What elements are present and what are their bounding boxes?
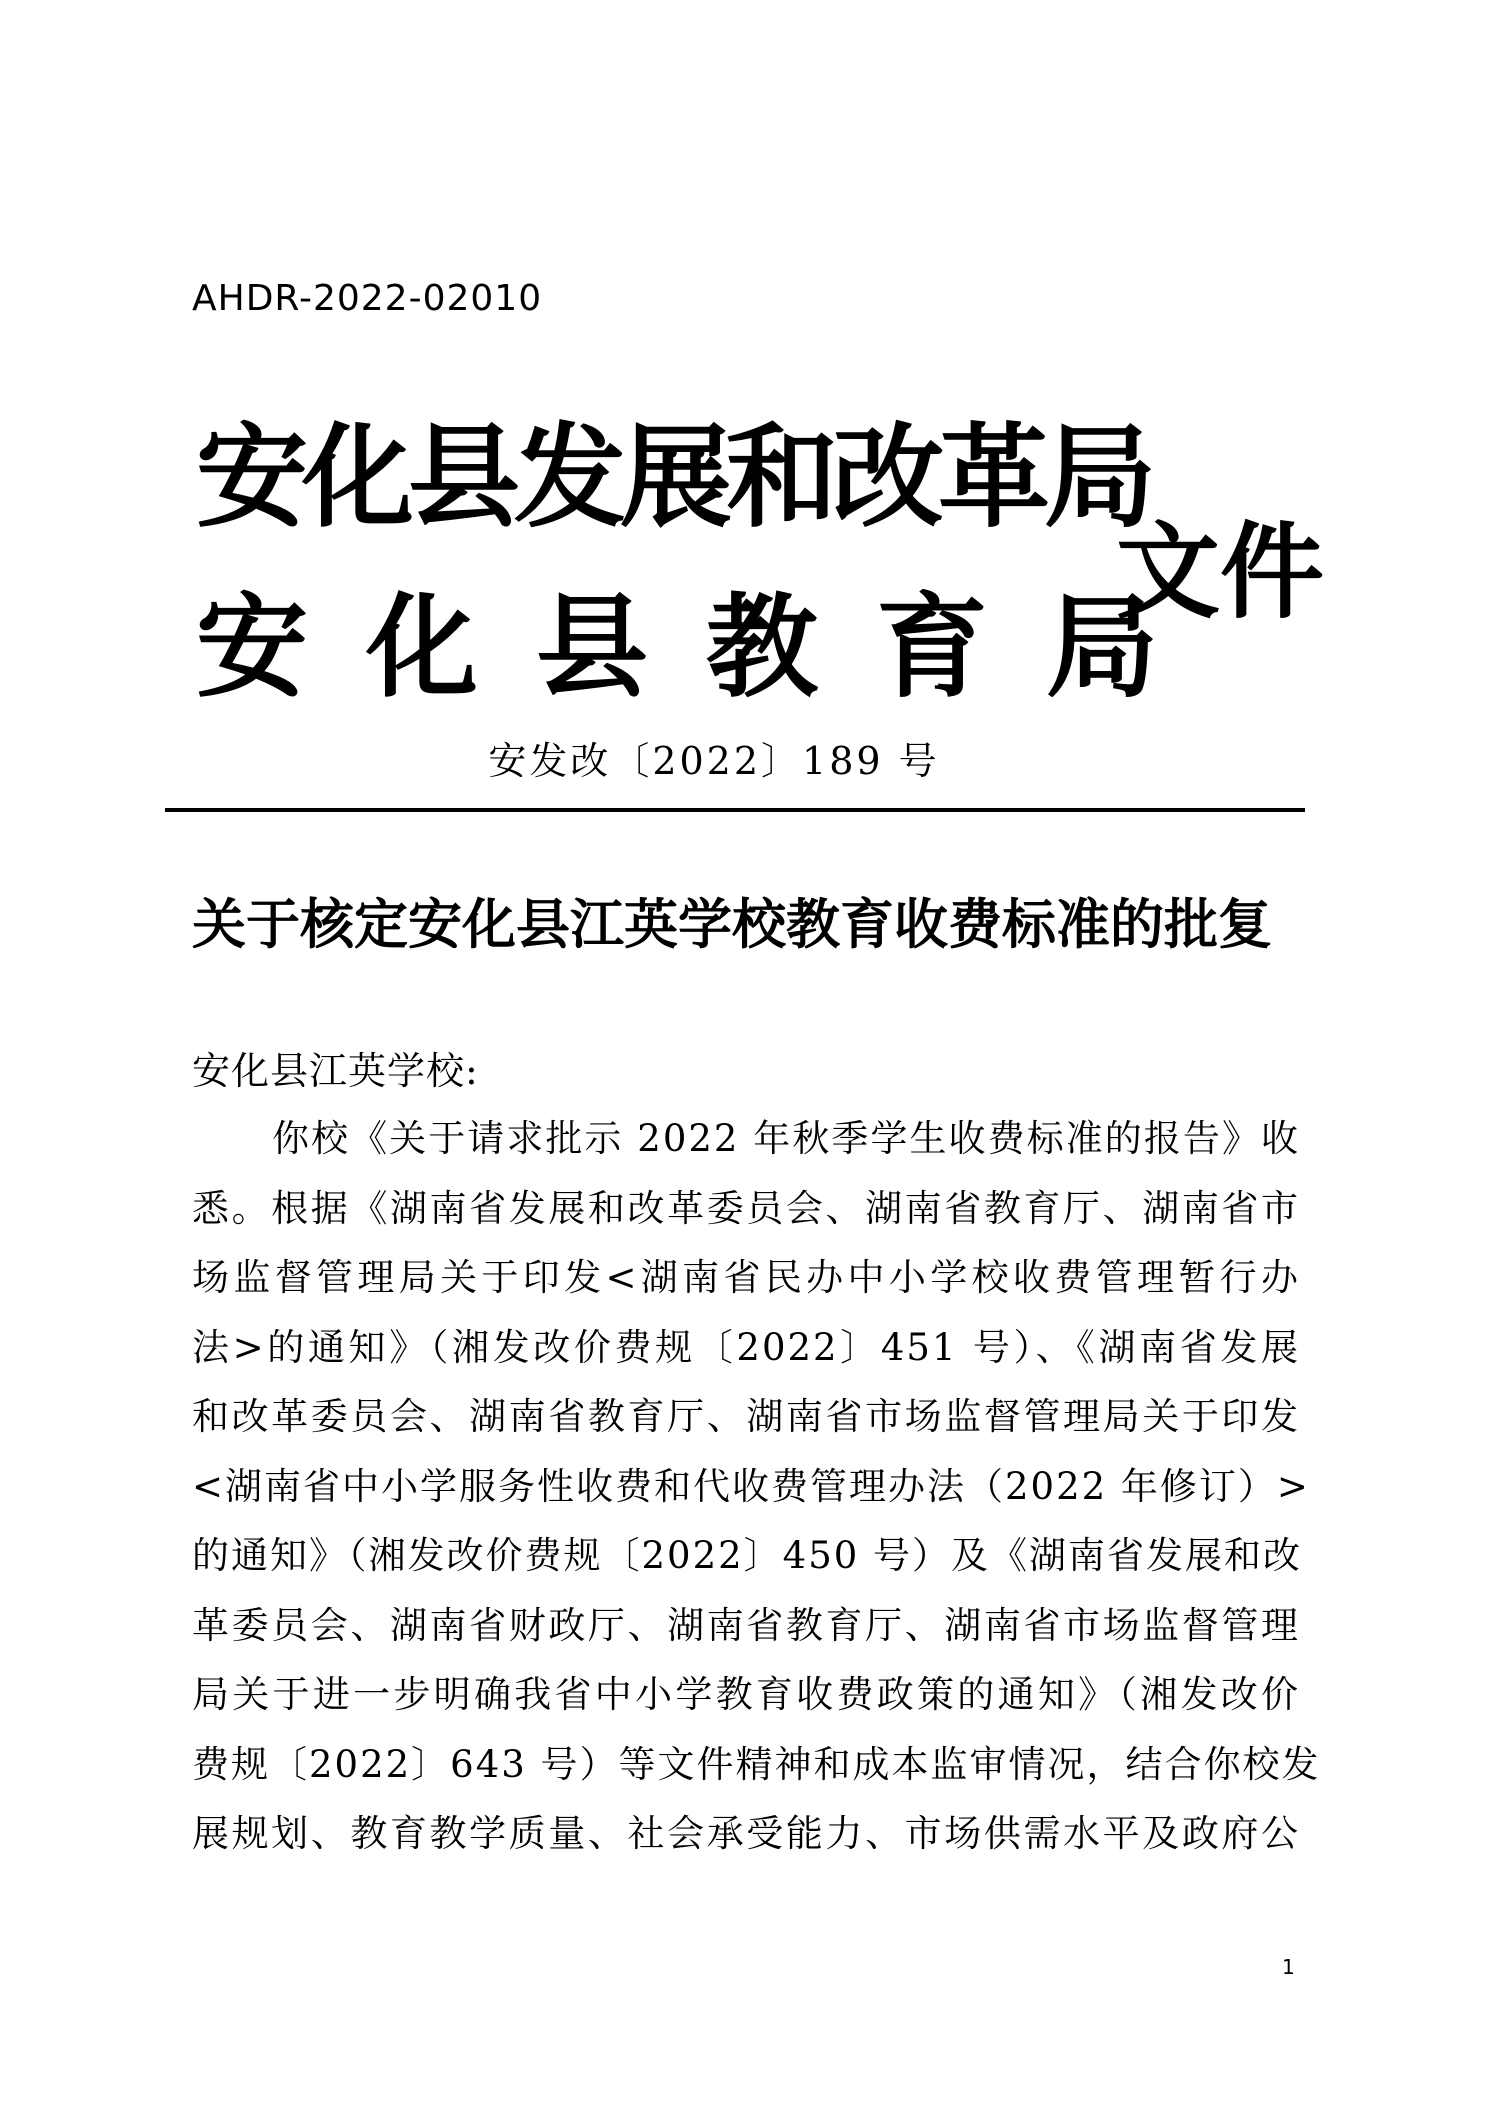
body-text [192, 1104, 1321, 1869]
body-line: 和改革委员会、湖南省教育厅、湖南省市场监督管理局关于印发 [192, 1395, 1300, 1438]
body-line: 展规划、教育教学质量、社会承受能力、市场供需水平及政府公 [192, 1812, 1300, 1855]
document-code: AHDR-2022-02010 [192, 278, 543, 319]
body-line: 的通知》（湘发改价费规〔2022〕450 号）及《湖南省发展和改 [192, 1534, 1303, 1577]
body-line: 你校《关于请求批示 2022 年秋季学生收费标准的报告》收 [272, 1117, 1300, 1160]
document-title: 关于核定安化县江英学校教育收费标准的批复 [192, 892, 1272, 956]
body-line: 费规〔2022〕643 号）等文件精神和成本监审情况，结合你校发 [192, 1742, 1321, 1786]
header-divider [165, 808, 1305, 812]
body-line: 悉。根据《湖南省发展和改革委员会、湖南省教育厅、湖南省市 [192, 1186, 1300, 1230]
issuer-line-education-bureau: 安化县教育局 [196, 582, 1216, 713]
issuer-line-development-bureau: 安化县发展和改革局 [196, 412, 1150, 543]
issuer-suffix-document: 文件 [1116, 510, 1325, 633]
body-line: <湖南省中小学服务性收费和代收费管理办法（2022 年修订）> [192, 1464, 1310, 1508]
document-number [0, 730, 1488, 785]
recipient: 安化县江英学校: [192, 1049, 479, 1093]
page-number: 1 [1282, 1955, 1295, 1979]
document-number-text: 安发改〔2022〕189 号 [488, 739, 940, 783]
body-line: 场监督管理局关于印发<湖南省民办中小学校收费管理暂行办 [192, 1256, 1300, 1299]
body-line: 局关于进一步明确我省中小学教育收费政策的通知》（湘发改价 [192, 1673, 1300, 1716]
body-line: 革委员会、湖南省财政厅、湖南省教育厅、湖南省市场监督管理 [192, 1603, 1300, 1647]
body-line: 法>的通知》（湘发改价费规〔2022〕451 号）、《湖南省发展 [192, 1325, 1300, 1369]
issuer-header [196, 388, 1336, 713]
